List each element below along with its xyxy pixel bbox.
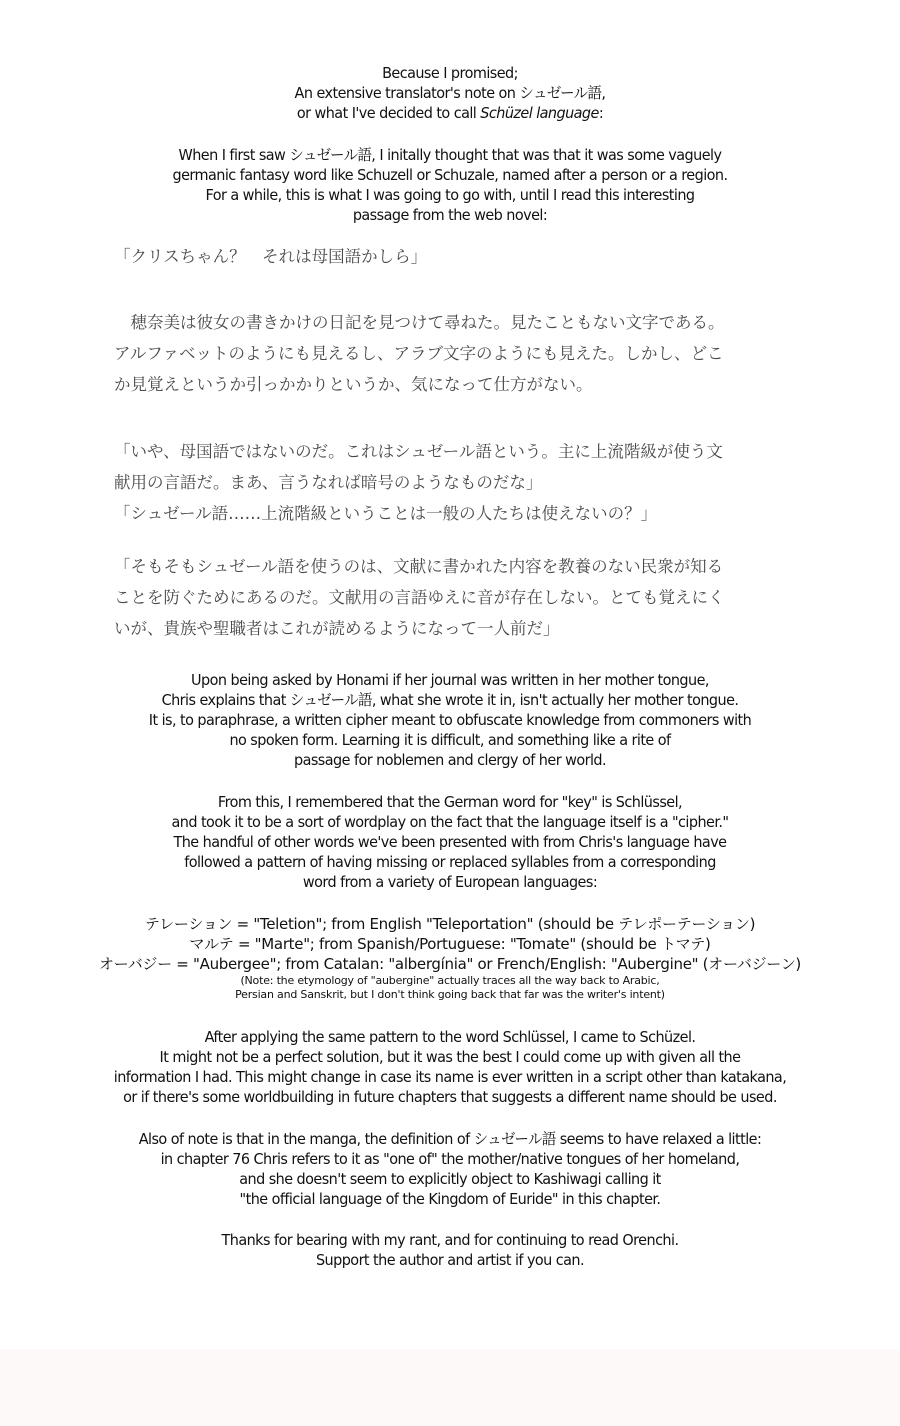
intro-line-3-suffix: : (598, 104, 604, 122)
bottom-margin-band (0, 1349, 900, 1426)
paragraph-line: word from a variety of European languages: (302, 873, 598, 891)
novel-passage-block-3 (114, 436, 794, 529)
paragraph-line: no spoken form. Learning it is difficult, and something like a rite of (229, 731, 671, 749)
novel-passage-block-1 (114, 241, 794, 272)
paragraph-line: passage for noblemen and clergy of her world. (293, 751, 607, 769)
key-paragraph (32, 792, 869, 892)
paragraph-line: Chris explains that シュゼール語, what she wrote it in, isn't actually her mother tongue. (161, 691, 739, 709)
first-paragraph (32, 145, 869, 225)
schuzel-language-term: Schüzel language (480, 104, 599, 122)
conclusion-paragraph (32, 1027, 869, 1107)
japanese-line: 「クリスちゃん？ それは母国語かしら」 (114, 247, 428, 266)
paragraph-line: Upon being asked by Honami if her journal was written in her mother tongue, (191, 671, 709, 689)
intro-line-3 (32, 103, 869, 123)
paragraph-line: Support the author and artist if you can. (315, 1251, 585, 1269)
japanese-line: アルファベットのようにも見えるし、アラブ文字のようにも見えた。しかし、どこ (114, 344, 724, 363)
paragraph-line: After applying the same pattern to the word Schlüssel, I came to Schüzel. (204, 1028, 696, 1046)
paragraph-line: passage from the web novel: (352, 206, 548, 224)
intro-line-3-text: or what I've decided to call (296, 104, 481, 122)
manga-note-paragraph (32, 1129, 869, 1209)
paragraph-line: It is, to paraphrase, a written cipher meant to obfuscate knowledge from commoners with (148, 711, 752, 729)
intro-line-2: An extensive translator's note on シュゼール語, (294, 84, 606, 102)
word-example-teletion: テレーション = "Teletion"; from English "Teleportation" (should be テレポーテーション) (144, 915, 756, 933)
paragraph-line: Also of note is that in the manga, the definition of シュゼール語 seems to have relaxed a little: (138, 1130, 762, 1148)
japanese-line: 穂奈美は彼女の書きかけの日記を見つけて尋ねた。見たこともない文字である。 (114, 313, 725, 332)
intro-heading (32, 63, 869, 123)
japanese-line: か見覚えというか引っかかりというか、気になって仕方がない。 (114, 375, 593, 394)
word-example-aubergee: オーバジー = "Aubergee"; from Catalan: "albergínia" or French/English: "Aubergine" (オーバジーン) (99, 955, 801, 973)
paragraph-line: It might not be a perfect solution, but it was the best I could come up with given all the (159, 1048, 741, 1066)
novel-passage-block-4 (114, 551, 794, 644)
japanese-line: 「シュゼール語……上流階級ということは一般の人たちは使えないの？」 (114, 504, 658, 523)
paragraph-line: in chapter 76 Chris refers to it as "one of" the mother/native tongues of her homeland, (160, 1150, 740, 1168)
paragraph-line: and took it to be a sort of wordplay on the fact that the language itself is a "cipher." (171, 813, 729, 831)
paragraph-line: and she doesn't seem to explicitly object to Kashiwagi calling it (239, 1170, 661, 1188)
etymology-note-line: (Note: the etymology of "aubergine" actually traces all the way back to Arabic, (240, 974, 660, 987)
japanese-line: 「いや、母国語ではないのだ。これはシュゼール語という。主に上流階級が使う文 (114, 442, 723, 461)
paragraph-line: followed a pattern of having missing or replaced syllables from a corresponding (184, 853, 716, 871)
summary-paragraph (32, 670, 869, 770)
novel-passage-block-2 (114, 307, 794, 400)
paragraph-line: information I had. This might change in case its name is ever written in a script other than katakana, (113, 1068, 787, 1086)
word-examples (0, 914, 900, 1002)
paragraph-line: "the official language of the Kingdom of Euride" in this chapter. (239, 1190, 661, 1208)
japanese-line: いが、貴族や聖職者はこれが読めるようになって一人前だ」 (114, 619, 560, 638)
japanese-line: 献用の言語だ。まあ、言うなれば暗号のようなものだな」 (114, 473, 543, 492)
paragraph-line: germanic fantasy word like Schuzell or Schuzale, named after a person or a region. (172, 166, 728, 184)
paragraph-line: From this, I remembered that the German word for "key" is Schlüssel, (217, 793, 683, 811)
paragraph-line: When I first saw シュゼール語, I initally thought that was that it was some vaguely (178, 146, 722, 164)
paragraph-line: Thanks for bearing with my rant, and for continuing to read Orenchi. (221, 1231, 679, 1249)
word-example-marte: マルテ = "Marte"; from Spanish/Portuguese: "Tomate" (should be トマテ) (189, 935, 711, 953)
japanese-line: ことを防ぐためにあるのだ。文献用の言語ゆえに音が存在しない。とても覚えにく (114, 588, 725, 607)
intro-line-1: Because I promised; (382, 64, 518, 82)
paragraph-line: The handful of other words we've been presented with from Chris's language have (173, 833, 727, 851)
japanese-line: 「そもそもシュゼール語を使うのは、文献に書かれた内容を教養のない民衆が知る (114, 557, 724, 576)
closing-paragraph (32, 1230, 869, 1270)
paragraph-line: or if there's some worldbuilding in future chapters that suggests a different name should be used. (123, 1088, 777, 1106)
paragraph-line: For a while, this is what I was going to go with, until I read this interesting (205, 186, 695, 204)
etymology-note-line: Persian and Sanskrit, but I don't think going back that far was the writer's intent) (235, 988, 665, 1001)
